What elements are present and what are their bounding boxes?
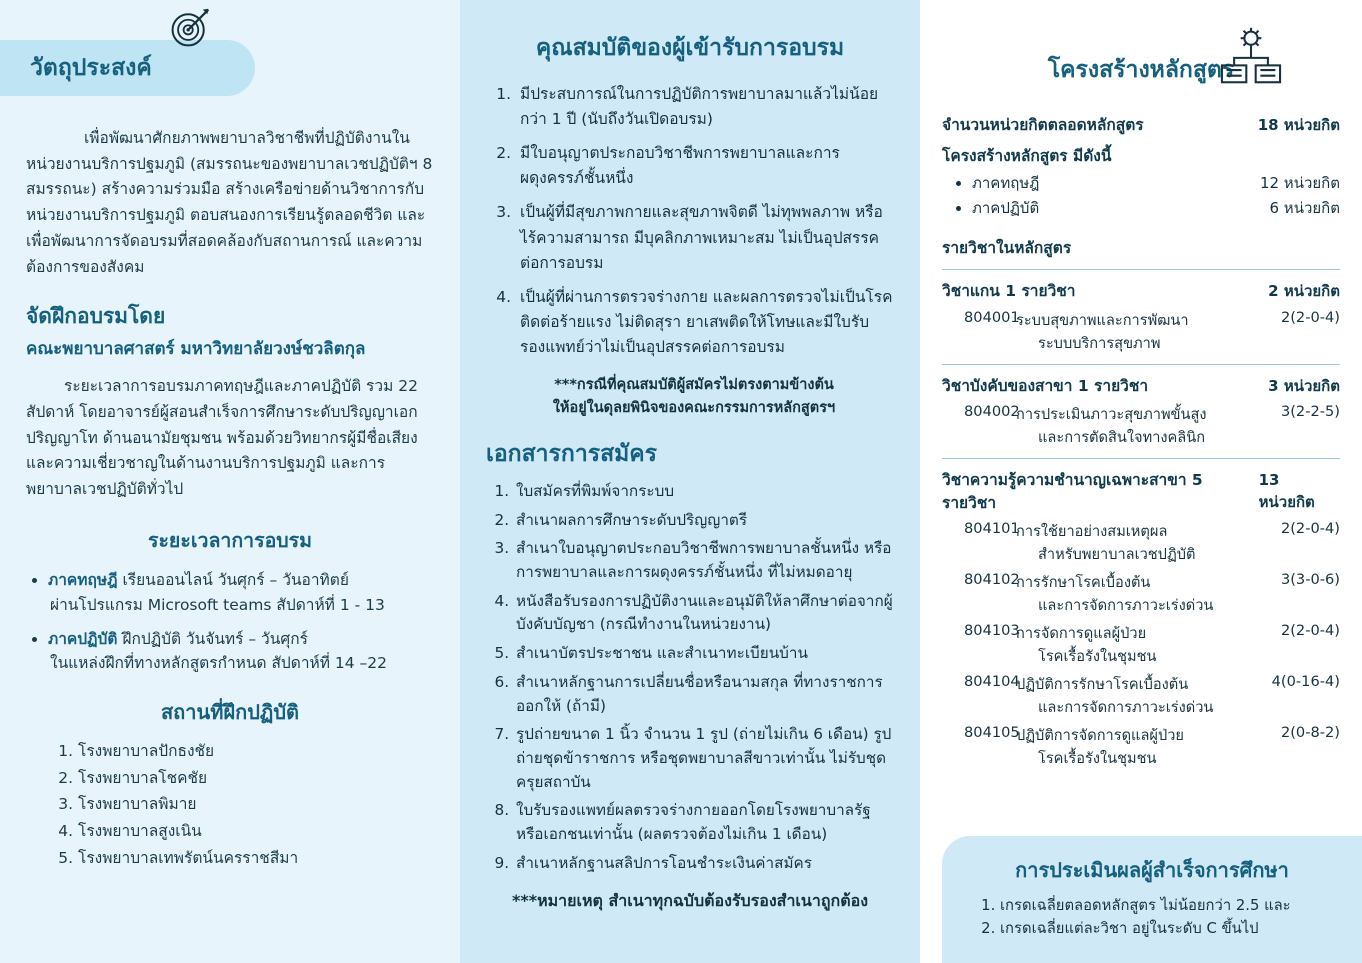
left-column — [0, 0, 460, 963]
list-item: 3. สำเนาใบอนุญาตประกอบวิชาชีพการพยาบาลชั้นหนึ่ง หรือการพยาบาลและการผดุงครรภ์ชั้นหนึ่ง ที่ไม่หมดอายุ — [514, 537, 894, 584]
course-credit: 2(2-0-4) — [1280, 520, 1340, 538]
list-item — [972, 197, 1340, 220]
evaluation-title: การประเมินผลผู้สำเร็จการศึกษา — [1015, 857, 1289, 882]
structure-header — [942, 0, 1340, 88]
total-credits-value: 18 หน่วยกิต — [1257, 116, 1340, 134]
list-item — [48, 568, 434, 618]
structure-item-label: • ภาคทฤษฎี — [972, 174, 1040, 193]
course-name-line2: สำหรับพยาบาลเวชปฏิบัติ — [1038, 546, 1196, 564]
course-name-line2: และการตัดสินใจทางคลินิก — [1038, 428, 1206, 446]
structure-item-credits: 6 หน่วยกิต — [1269, 198, 1340, 217]
list-item: 4. เป็นผู้ที่ผ่านการตรวจร่างกาย และผลการตรวจไม่เป็นโรคติดต่อร้ายแรง ไม่ติดสุรา ยาเสพติดให้โทษและมีใบรับรองแพทย์ว่าไม่เป็นอุปสรรคต่อการอบรม — [516, 285, 894, 360]
course-group-title: วิชาแกน 1 รายวิชา — [942, 282, 1076, 301]
course-code: 804103 — [964, 622, 1020, 640]
right-column — [920, 0, 1362, 963]
course-name-line2: โรคเรื้อรังในชุมชน — [1038, 648, 1157, 666]
list-item: 9. สำเนาหลักฐานสลิปการโอนชำระเงินค่าสมัคร — [514, 852, 894, 876]
list-item: 1. เกรดเฉลี่ยตลอดหลักสูตร ไม่น้อยกว่า 2.5 และ — [1000, 894, 1338, 918]
list-item: 2. เกรดเฉลี่ยแต่ละวิชา อยู่ในระดับ C ขึ้นไป — [1000, 917, 1338, 941]
documents-list — [486, 480, 894, 876]
total-credits-row — [942, 114, 1340, 137]
divider — [942, 364, 1340, 365]
duration-item-line2: ผ่านโปรแกรม Microsoft teams สัปดาห์ที่ 1 - 13 — [50, 595, 385, 614]
list-item: 1. โรงพยาบาลปักธงชัย — [78, 738, 434, 765]
duration-title: ระยะเวลาการอบรม — [147, 528, 312, 552]
qualification-note-line1: ***กรณีที่คุณสมบัติผู้สมัครไม่ตรงตามข้างต้น — [554, 377, 834, 394]
course-row — [942, 309, 1340, 332]
practice-site-list — [26, 738, 434, 871]
divider — [942, 458, 1340, 459]
course-group-header — [942, 280, 1340, 303]
list-item: 8. ใบรับรองแพทย์ผลตรวจร่างกายออกโดยโรงพยาบาลรัฐ หรือเอกชนเท่านั้น (ผลตรวจต้องไม่เกิน 1 เดือน) — [514, 799, 894, 846]
course-name: การประเมินภาวะสุขภาพขั้นสูง — [1016, 405, 1207, 423]
course-name: การรักษาโรคเบื้องต้น — [1016, 574, 1151, 592]
list-item — [48, 627, 434, 677]
evaluation-list — [966, 894, 1338, 941]
structure-subtitle: โครงสร้างหลักสูตร มีดังนี้ — [942, 147, 1112, 166]
course-code: 804002 — [964, 402, 1020, 420]
course-credit: 3(3-0-6) — [1280, 571, 1340, 589]
structure-breakdown-list — [942, 172, 1340, 219]
course-row — [942, 622, 1340, 645]
course-group — [942, 469, 1340, 771]
list-item: 5. โรงพยาบาลเทพรัตน์นครราชสีมา — [78, 845, 434, 872]
structure-title: โครงสร้างหลักสูตร — [1047, 57, 1235, 83]
organizer-heading: จัดฝึกอบรมโดย — [26, 304, 166, 329]
course-row — [942, 673, 1340, 696]
course-row — [942, 403, 1340, 426]
gear-factory-icon — [1218, 26, 1284, 86]
course-group-header — [942, 469, 1340, 516]
course-credit: 2(0-8-2) — [1280, 724, 1340, 742]
qualification-list — [486, 82, 894, 360]
list-item: 3. โรงพยาบาลพิมาย — [78, 791, 434, 818]
list-item: 1. ใบสมัครที่พิมพ์จากระบบ — [514, 480, 894, 504]
qualification-note — [504, 374, 884, 420]
course-code: 804001 — [964, 308, 1020, 326]
total-credits-label: จำนวนหน่วยกิตตลอดหลักสูตร — [942, 116, 1144, 134]
list-item: 2. มีใบอนุญาตประกอบวิชาชีพการพยาบาลและการผดุงครรภ์ชั้นหนึ่ง — [516, 141, 894, 191]
qualification-note-line2: ให้อยู่ในดุลยพินิจของคณะกรรมการหลักสูตรฯ — [552, 400, 836, 416]
course-group — [942, 375, 1340, 449]
duration-paragraph: ระยะเวลาการอบรมภาคทฤษฎีและภาคปฏิบัติ รวม 22 สัปดาห์ โดยอาจารย์ผู้สอนสำเร็จการศึกษาระดับปริญญาเอก ปริญญาโท ด้านอนามัยชุมชน พร้อมด้วยวิทยากรผู้มีชื่อเสียงและความเชี่ยวชาญในด้านงานบริการปฐมภูมิ และการพยาบาลเวชปฏิบัติทั่วไป — [26, 377, 418, 499]
evaluation-box — [942, 836, 1362, 963]
course-code: 804105 — [964, 724, 1020, 742]
course-name: ปฏิบัติการรักษาโรคเบื้องต้น — [1016, 676, 1189, 694]
qualification-title: คุณสมบัติของผู้เข้ารับการอบรม — [535, 35, 845, 61]
duration-item-line1: เรียนออนไลน์ วันศุกร์ – วันอาทิตย์ — [122, 570, 349, 589]
list-item: 1. มีประสบการณ์ในการปฏิบัติการพยาบาลมาแล้วไม่น้อยกว่า 1 ปี (นับถึงวันเปิดอบรม) — [516, 82, 894, 132]
course-name-line2: และการจัดการภาวะเร่งด่วน — [1038, 699, 1214, 717]
documents-footer-note: ***หมายเหตุ สำเนาทุกฉบับต้องรับรองสำเนาถูกต้อง — [511, 891, 869, 911]
course-name-line2: ระบบบริการสุขภาพ — [1038, 334, 1161, 352]
course-name-line2: และการจัดการภาวะเร่งด่วน — [1038, 597, 1214, 615]
course-group-title: วิชาความรู้ความชำนาญเฉพาะสาขา 5 รายวิชา — [942, 470, 1203, 512]
course-credit: 2(2-0-4) — [1280, 622, 1340, 640]
list-item — [972, 172, 1340, 195]
list-item: 6. สำเนาหลักฐานการเปลี่ยนชื่อหรือนามสกุล ที่ทางราชการออกให้ (ถ้ามี) — [514, 671, 894, 718]
course-group-title: วิชาบังคับของสาขา 1 รายวิชา — [942, 376, 1149, 395]
course-credit: 4(0-16-4) — [1271, 673, 1340, 691]
list-item: 3. เป็นผู้ที่มีสุขภาพกายและสุขภาพจิตดี ไม่ทุพพลภาพ หรือไร้ความสามารถ มีบุคลิกภาพเหมาะสม ไม่เป็นอุปสรรคต่อการอบรม — [516, 200, 894, 275]
course-code: 804102 — [964, 571, 1020, 589]
objective-title-pill — [0, 40, 255, 96]
course-group-credits: 2 หน่วยกิต — [1268, 282, 1340, 301]
course-row — [942, 724, 1340, 747]
duration-item-line2: ในแหล่งฝึกที่ทางหลักสูตรกำหนด สัปดาห์ที่ 14 –22 — [50, 654, 388, 673]
organizer-name: คณะพยาบาลศาสตร์ มหาวิทยาลัยวงษ์ชวลิตกุล — [26, 339, 366, 360]
objective-title: วัตถุประสงค์ — [30, 55, 152, 81]
list-item: 2. โรงพยาบาลโชคชัย — [78, 765, 434, 792]
structure-item-credits: 12 หน่วยกิต — [1259, 174, 1340, 193]
divider — [942, 269, 1340, 270]
practice-title: สถานที่ฝึกปฏิบัติ — [160, 700, 300, 725]
course-code: 804104 — [964, 673, 1020, 691]
duration-list — [26, 568, 434, 676]
course-group — [942, 280, 1340, 354]
list-item: 5. สำเนาบัตรประชาชน และสำเนาทะเบียนบ้าน — [514, 642, 894, 666]
list-item: 4. หนังสือรับรองการปฏิบัติงานและอนุมัติให้ลาศึกษาต่อจากผู้บังคับบัญชา (กรณีทำงานในหน่วยงาน) — [514, 590, 894, 637]
list-item: 7. รูปถ่ายขนาด 1 นิ้ว จำนวน 1 รูป (ถ่ายไม่เกิน 6 เดือน) รูปถ่ายชุดข้าราชการ หรือชุดพยาบาลสีขาวเท่านั้น ไม่รับชุดครุยสถาบัน — [514, 723, 894, 794]
duration-item-line1: ฝึกปฏิบัติ วันจันทร์ – วันศุกร์ — [122, 629, 308, 648]
course-credit: 3(2-2-5) — [1280, 402, 1340, 420]
course-name: การใช้ยาอย่างสมเหตุผล — [1016, 523, 1168, 541]
course-credit: 2(2-0-4) — [1280, 308, 1340, 326]
documents-title: เอกสารการสมัคร — [486, 440, 658, 467]
course-row — [942, 520, 1340, 543]
course-name: ระบบสุขภาพและการพัฒนา — [1016, 311, 1189, 329]
course-group-credits: 13 หน่วยกิต — [1258, 470, 1315, 512]
target-icon — [168, 6, 212, 50]
duration-item-label: ภาคทฤษฎี — [48, 570, 118, 589]
course-group-credits: 3 หน่วยกิต — [1268, 376, 1340, 395]
course-row — [942, 571, 1340, 594]
course-name: ปฏิบัติการจัดการดูแลผู้ป่วย — [1016, 727, 1184, 745]
list-item: 4. โรงพยาบาลสูงเนิน — [78, 818, 434, 845]
list-item: 2. สำเนาผลการศึกษาระดับปริญญาตรี — [514, 509, 894, 533]
duration-item-label: ภาคปฏิบัติ — [48, 629, 118, 648]
middle-column — [460, 0, 920, 963]
structure-item-label: • ภาคปฏิบัติ — [972, 198, 1040, 217]
course-name: การจัดการดูแลผู้ป่วย — [1016, 625, 1147, 643]
course-name-line2: โรคเรื้อรังในชุมชน — [1038, 750, 1157, 768]
course-group-header — [942, 375, 1340, 398]
courses-heading: รายวิชาในหลักสูตร — [942, 239, 1072, 258]
course-code: 804101 — [964, 520, 1020, 538]
objective-text: เพื่อพัฒนาศักยภาพพยาบาลวิชาชีพที่ปฏิบัติงานในหน่วยงานบริการปฐมภูมิ (สมรรถนะของพยาบาลเวชปฏิบัติฯ 8 สมรรถนะ) สร้างความร่วมมือ สร้างเครือข่ายด้านวิชาการกับหน่วยงานบริการปฐมภูมิ ตอบสนองการเรียนรู้ตลอดชีวิต และเพื่อพัฒนาการจัดอบรมที่สอดคล้องกับสถานการณ์ และความต้องการของสังคม — [26, 129, 433, 276]
